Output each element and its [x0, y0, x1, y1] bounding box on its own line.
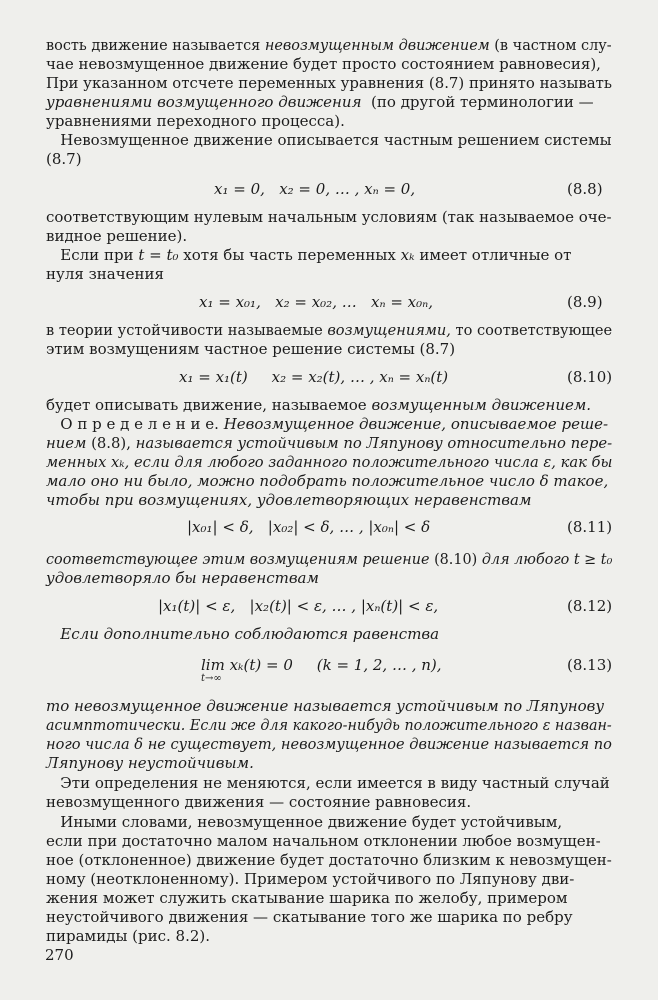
text-run: нием [46, 434, 87, 452]
text-run: соответствующее этим возмущениям решение [46, 550, 430, 568]
text-run: ₖ [119, 453, 125, 471]
text-line [46, 265, 164, 283]
limit-subscript: t→∞ [201, 673, 222, 684]
text-line [46, 396, 591, 414]
text-run: (8.7) [46, 150, 82, 168]
text-run: , если для любого заданного положительного числа ε, как бы [124, 453, 613, 471]
text-line [46, 93, 594, 111]
text-run: будет описывать движение, называемое [46, 396, 372, 414]
text-line [46, 697, 604, 715]
text-run: возмущенным движением. [371, 396, 592, 414]
text-run: мало оно ни было, можно подобрать положительное число δ такое, [46, 472, 609, 490]
text-run: О п р е д е л е н и е. [46, 415, 224, 433]
text-run: соответствующим нулевым начальным условиям (так называемое оче- [46, 208, 612, 226]
text-run: (по другой терминологии — [361, 93, 594, 111]
text-run: ное (отклоненное) движение будет достаточно близким к невозмущен- [46, 851, 612, 869]
text-run: неустойчивого движения — скатывание того же шарика по ребру [46, 908, 573, 926]
text-line [46, 889, 568, 907]
text-run: ₀ [606, 550, 613, 568]
text-line [46, 625, 439, 643]
text-run: видное решение). [46, 227, 188, 245]
equation-number: (8.10) [567, 368, 613, 386]
text-run: нуля значения [46, 265, 164, 283]
text-line [46, 569, 319, 587]
text-run: Иными словами, невозмущенное движение будет устойчивым, [46, 813, 563, 831]
text-line [46, 735, 612, 753]
text-run: невозмущенным движением [264, 36, 490, 54]
equation-body: x₁ = x₁(t) x₂ = x₂(t), … , xₙ = xₙ(t) [179, 368, 449, 386]
text-run: чае невозмущенное движение будет просто состоянием равновесия), [46, 55, 601, 73]
page-number: 270 [45, 946, 74, 964]
text-line [46, 150, 82, 168]
text-run: Невозмущенное движение, описываемое реше- [223, 415, 609, 433]
text-line [46, 793, 471, 811]
text-run: (в частном слу- [489, 36, 612, 54]
text-run: асимптотически. Если же для какого-нибудь положительного ε назван- [46, 716, 612, 734]
text-line [46, 227, 187, 245]
text-run: если при достаточно малом начальном отклонении любое возмущен- [46, 832, 601, 850]
text-run: возмущениями, [327, 321, 451, 339]
text-line [46, 208, 612, 226]
text-line [46, 813, 562, 831]
text-run: t [138, 246, 145, 264]
text-run: жения может служить скатывание шарика по желобу, примером [46, 889, 568, 907]
text-line [46, 550, 612, 568]
text-run: ного числа δ не существует, невозмущенное движение называется по [46, 735, 612, 753]
equation-body: lim xₖ(t) = 0 (k = 1, 2, … , n), [201, 656, 442, 674]
text-run: чтобы при возмущениях, удовлетворяющих неравенствам [46, 491, 532, 509]
text-run: в теории устойчивости называемые [46, 321, 328, 339]
equation-body: x₁ = 0, x₂ = 0, … , xₙ = 0, [214, 180, 416, 198]
text-run: t [166, 246, 173, 264]
text-run: x [400, 246, 410, 264]
text-line [46, 321, 612, 339]
text-line [46, 908, 573, 926]
text-run: Если дополнительно соблюдаются равенства [46, 625, 440, 643]
text-run: для любого t ≥ t [481, 550, 607, 568]
text-run: то соответствующее [450, 321, 613, 339]
text-line [46, 716, 612, 734]
text-line [46, 453, 612, 471]
equation-number: (8.9) [567, 293, 603, 311]
text-line [46, 927, 210, 945]
text-run: Ляпунову неустойчивым. [46, 754, 254, 772]
text-line [46, 774, 610, 792]
text-run: Если при [46, 246, 139, 264]
text-run: ₀ [172, 246, 179, 264]
equation-number: (8.11) [567, 518, 613, 536]
text-line [46, 55, 601, 73]
equation-body: x₁ = x₀₁, x₂ = x₀₂, … xₙ = x₀ₙ, [199, 293, 434, 311]
text-line [46, 870, 574, 888]
equation-number: (8.8) [567, 180, 603, 198]
text-run: вость движение называется [46, 36, 265, 54]
text-line [46, 491, 531, 509]
text-line [46, 340, 455, 358]
text-run: уравнениями возмущенного движения [46, 93, 362, 111]
text-run: Эти определения не меняются, если имеется в виду частный случай [46, 774, 610, 792]
equation-body: |x₁(t)| < ε, |x₂(t)| < ε, … , |xₙ(t)| < ε, [158, 597, 439, 615]
text-run: (8.8), [86, 434, 136, 452]
text-run: (8.10) [429, 550, 482, 568]
text-line [46, 74, 612, 92]
equation-number: (8.12) [567, 597, 613, 615]
text-run: удовлетворяло бы неравенствам [46, 569, 319, 587]
text-line [46, 112, 345, 130]
text-run: При указанном отсчете переменных уравнения (8.7) принято называть [46, 74, 613, 92]
text-line [46, 246, 571, 264]
text-line [46, 472, 608, 490]
text-run: называется устойчивым по Ляпунову относительно пере- [135, 434, 613, 452]
text-run: ному (неотклоненному). Примером устойчивого по Ляпунову дви- [46, 870, 575, 888]
text-line [46, 851, 612, 869]
text-run: Невозмущенное движение описывается частным решением системы [46, 131, 612, 149]
text-line [46, 434, 612, 452]
text-run: ₖ [409, 246, 415, 264]
equation-body: |x₀₁| < δ, |x₀₂| < δ, … , |x₀ₙ| < δ [187, 518, 431, 536]
text-line [46, 131, 612, 149]
text-line [46, 36, 612, 54]
text-line [46, 415, 608, 433]
equation-number: (8.13) [567, 656, 613, 674]
text-run: хотя бы часть переменных [178, 246, 401, 264]
text-run: этим возмущениям частное решение системы (8.7) [46, 340, 456, 358]
text-line [46, 754, 254, 772]
text-run: имеет отличные от [414, 246, 572, 264]
text-run: то невозмущенное движение называется устойчивым по Ляпунову [46, 697, 605, 715]
text-run: пирамиды (рис. 8.2). [46, 927, 211, 945]
text-run: менных x [46, 453, 120, 471]
text-run: = [144, 246, 167, 264]
text-line [46, 832, 601, 850]
text-run: уравнениями переходного процесса). [46, 112, 345, 130]
text-run: невозмущенного движения — состояние равновесия. [46, 793, 472, 811]
